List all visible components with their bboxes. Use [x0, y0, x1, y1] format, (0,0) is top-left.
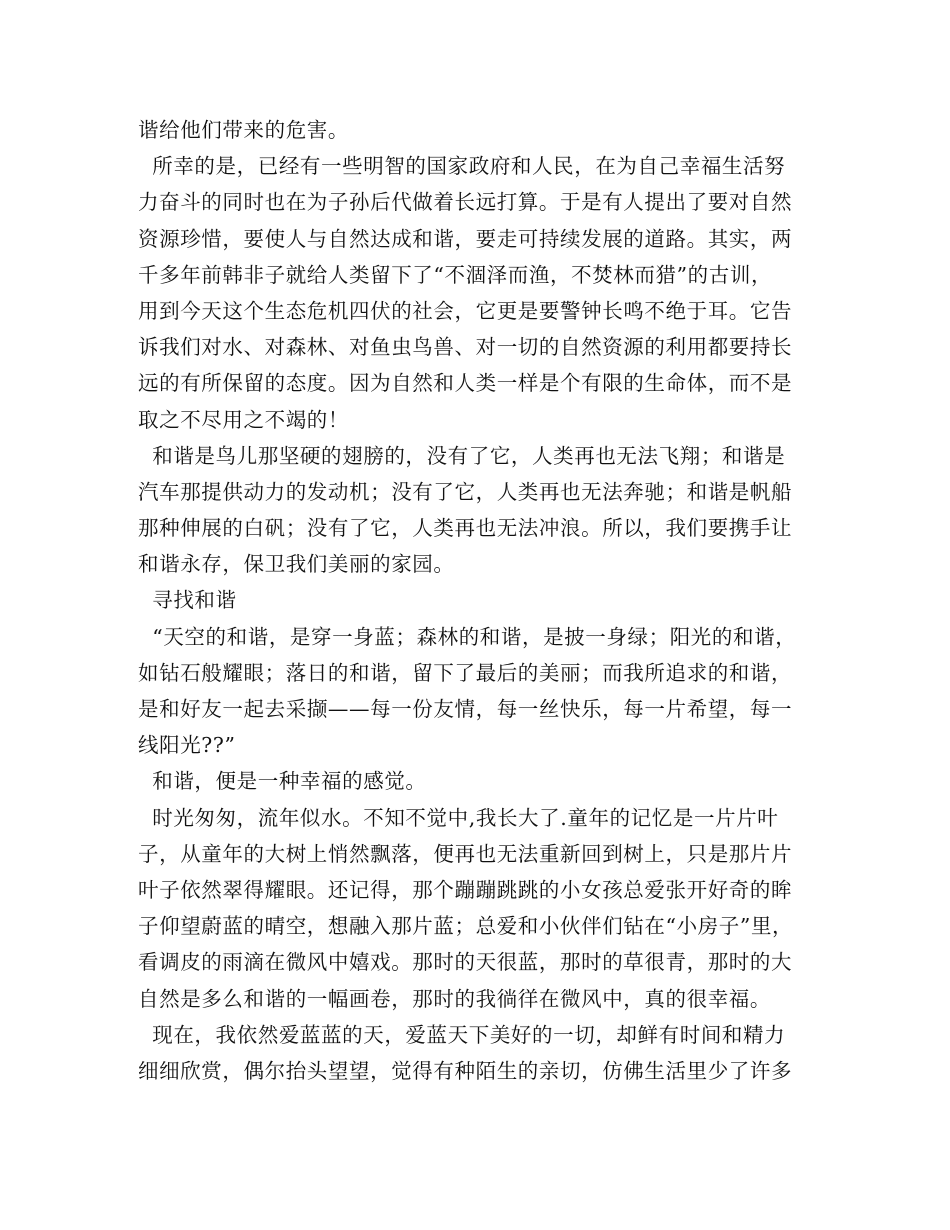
text-line: 汽车那提供动力的发动机；没有了它，人类再也无法奔驰；和谐是帆船 [138, 479, 793, 504]
text-line: “天空的和谐，是穿一身蓝；森林的和谐，是披一身绿；阳光的和谐， [138, 624, 797, 649]
section-heading: 寻找和谐 [138, 588, 237, 613]
text-line: 看调皮的雨滴在微风中嬉戏。那时的天很蓝，那时的草很青，那时的大 [138, 950, 793, 975]
text-line: 那种伸展的白矾；没有了它，人类再也无法冲浪。所以，我们要携手让 [138, 516, 793, 541]
text-line: 是和好友一起去采撷——每一份友情，每一丝快乐，每一片希望，每一 [138, 697, 793, 721]
text-line: 现在，我依然爱蓝蓝的天，爱蓝天下美好的一切，却鲜有时间和精力 [138, 1022, 786, 1047]
text-line: 千多年前韩非子就给人类留下了“不涸泽而渔，不焚林而猎”的古训， [138, 262, 773, 287]
text-line: 如钻石般耀眼；落日的和谐，留下了最后的美丽；而我所追求的和谐， [138, 660, 793, 685]
text-line: 时光匆匆，流年似水。不知不觉中,我长大了.童年的记忆是一片片叶 [138, 805, 779, 830]
text-line: 诉我们对水、对森林、对鱼虫鸟兽、对一切的自然资源的利用都要持长 [138, 335, 793, 360]
text-line: 资源珍惜，要使人与自然达成和谐，要走可持续发展的道路。其实，两 [138, 226, 793, 251]
text-line: 自然是多么和谐的一幅画卷，那时的我徜徉在微风中，真的很幸福。 [138, 986, 771, 1011]
text-line: 和谐，便是一种幸福的感觉。 [138, 769, 427, 794]
text-line: 细细欣赏，偶尔抬头望望，觉得有种陌生的亲切，仿佛生活里少了许多 [138, 1058, 793, 1083]
text-line: 谐给他们带来的危害。 [138, 118, 349, 142]
text-line: 和谐是鸟儿那坚硬的翅膀的，没有了它，人类再也无法飞翔；和谐是 [138, 443, 786, 468]
text-line: 力奋斗的同时也在为子孙后代做着长远打算。于是有人提出了要对自然 [138, 190, 793, 215]
text-line: 和谐永存，保卫我们美丽的家园。 [138, 552, 455, 577]
document-body [138, 112, 818, 1089]
text-line: 叶子依然翠得耀眼。还记得，那个蹦蹦跳跳的小女孩总爱张开好奇的眸 [138, 877, 793, 902]
text-line: 所幸的是，已经有一些明智的国家政府和人民，在为自己幸福生活努 [138, 154, 786, 179]
text-line: 子仰望蔚蓝的晴空，想融入那片蓝；总爱和小伙伴们钻在“小房子”里， [138, 914, 794, 939]
text-line: 远的有所保留的态度。因为自然和人类一样是个有限的生命体，而不是 [138, 371, 793, 396]
text-line: 线阳光??” [138, 733, 236, 758]
text-line: 取之不尽用之不竭的！ [138, 407, 349, 432]
text-line: 用到今天这个生态危机四伏的社会，它更是要警钟长鸣不绝于耳。它告 [138, 298, 793, 323]
text-line: 子，从童年的大树上悄然飘落，便再也无法重新回到树上，只是那片片 [138, 841, 793, 866]
